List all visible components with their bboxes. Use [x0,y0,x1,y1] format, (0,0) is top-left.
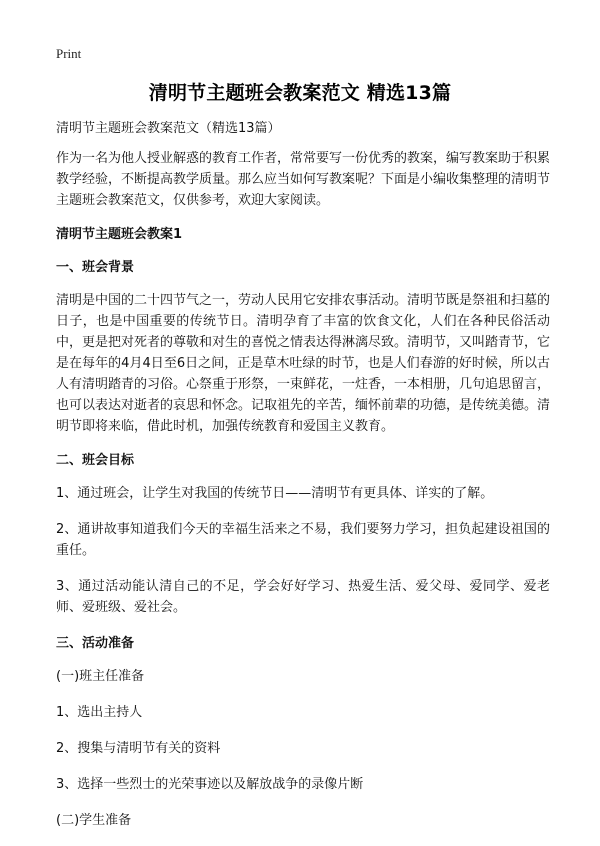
teacher-prep-item: 2、搜集与清明节有关的资料 [56,741,221,756]
goal-item: 2、通讲故事知道我们今天的幸福生活来之不易，我们要努力学习，担负起建设祖国的重任。 [56,522,550,558]
student-prep-heading: (二)学生准备 [56,813,132,828]
preparation-heading: 三、活动准备 [56,636,135,651]
section-title: 清明节主题班会教案1 [56,227,183,242]
article-subtitle: 清明节主题班会教案范文（精选13篇） [56,121,281,136]
intro-paragraph: 作为一名为他人授业解惑的教育工作者，常常要写一份优秀的教案，编写教案助于积累教学经验，不断提高教学质量。那么应当如何写教案呢？下面是小编收集整理的清明节主题班会教案范文，仅供参考，欢迎大家阅读。 [56,151,551,208]
page-title: 清明节主题班会教案范文 精选13篇 [148,82,452,104]
background-paragraph: 清明是中国的二十四节气之一，劳动人民用它安排农事活动。清明节既是祭祖和扫墓的日子，也是中国重要的传统节日。清明孕育了丰富的饮食文化，人们在各种民俗活动中，更是把对死者的尊敬和对生的喜悦之情表达得淋漓尽致。清明节，又叫踏青节，它是在每年的4月4日至6日之间，正是草木吐绿的时节，也是人们春游的好时候，所以古人有清明踏青的习俗。心祭重于形祭，一束鲜花，一炷香，一本相册，几句追思留言，也可以表达对逝者的哀思和怀念。记取祖先的辛苦，缅怀前辈的功德，是传统美德。清明节即将来临，借此时机，加强传统教育和爱国主义教育。 [56,293,551,434]
article-body [56,118,550,846]
goal-item: 1、通过班会，让学生对我国的传统节日——清明节有更具体、详实的了解。 [56,486,494,501]
print-link[interactable]: Print [56,46,82,61]
teacher-prep-item: 1、选出主持人 [56,705,143,720]
goal-item: 3、通过活动能认清自己的不足，学会好好学习、热爱生活、爱父母、爱同学、爱老师、爱班级、爱社会。 [56,579,550,615]
background-heading: 一、班会背景 [56,260,135,275]
teacher-prep-heading: (一)班主任准备 [56,669,145,684]
goals-heading: 二、班会目标 [56,453,135,468]
teacher-prep-item: 3、选择一些烈士的光荣事迹以及解放战争的录像片断 [56,777,364,792]
